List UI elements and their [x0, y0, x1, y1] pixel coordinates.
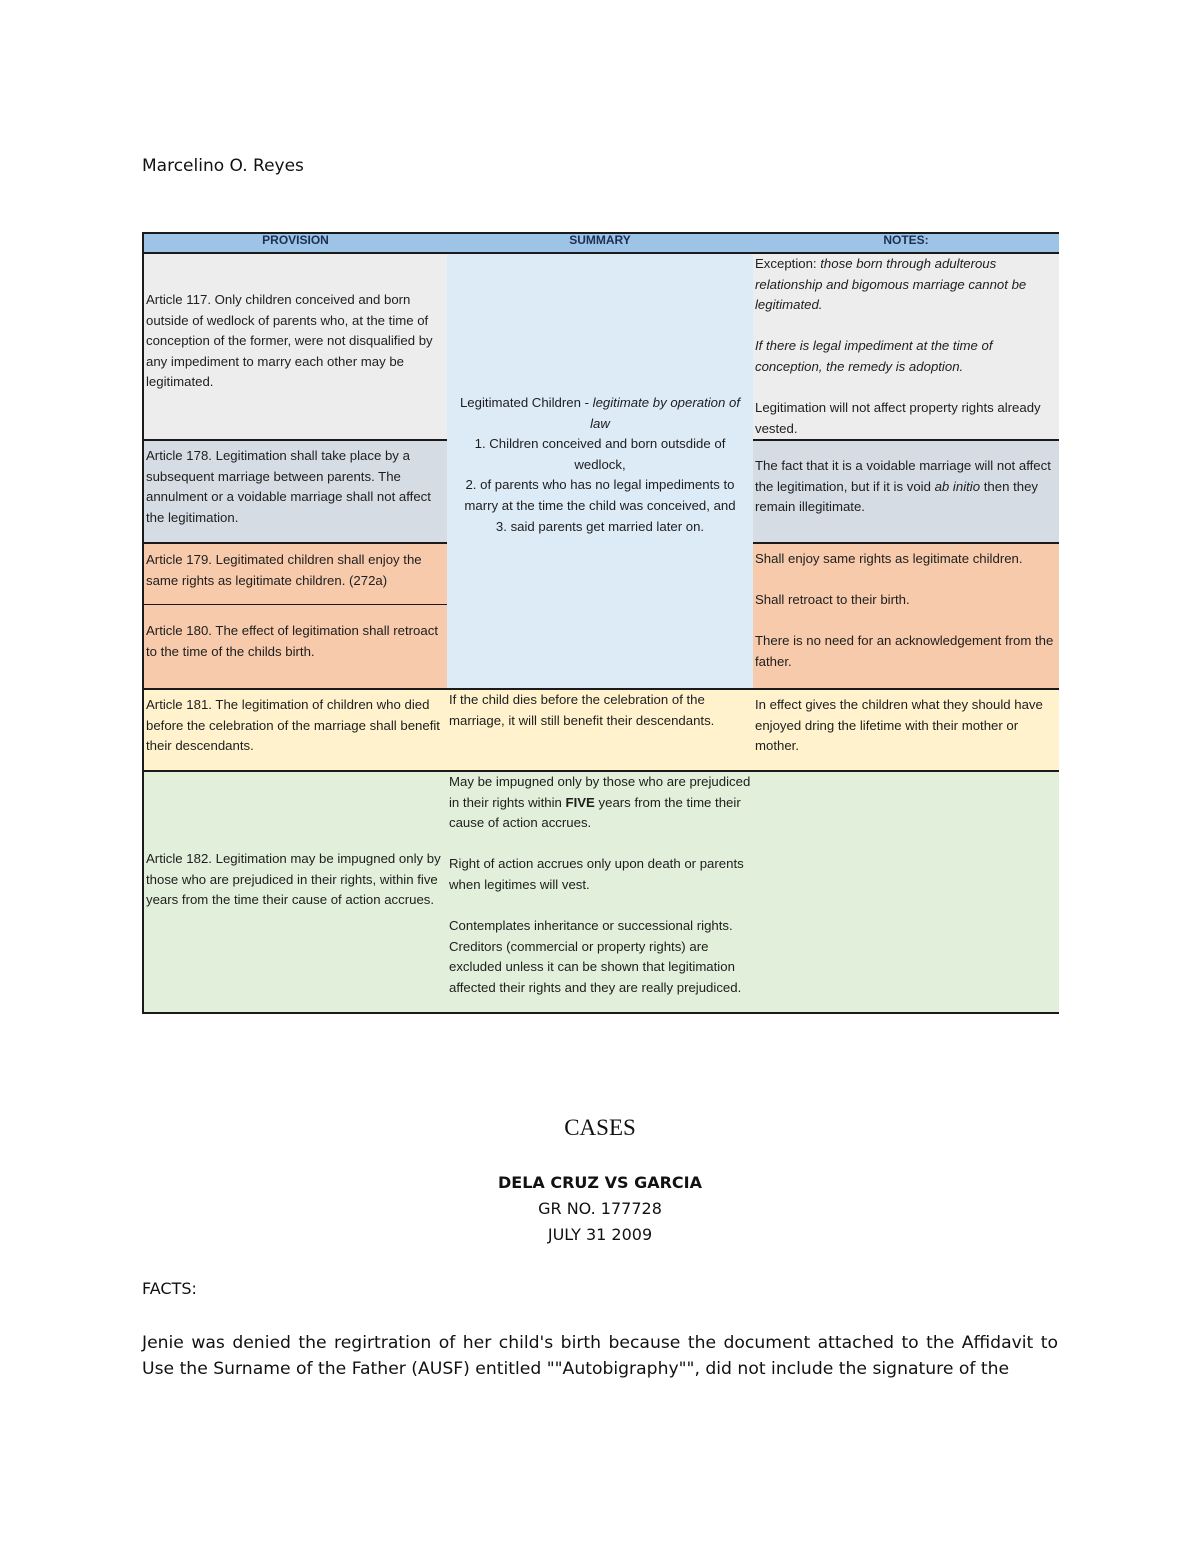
notes-rights: [753, 542, 1059, 688]
case-gr-number: GR NO. 177728: [538, 1199, 662, 1218]
facts-text: Jenie was denied the regirtration of her child's birth because the document attached to the Affidavit to Use the Surname of the Father (AUSF) entitled ""Autobigraphy"", did not include the signature of the: [142, 1333, 1058, 1379]
summary-paragraph-1: [449, 772, 751, 834]
provision-text: Article 117. Only children conceived and born outside of wedlock of parents who, at the time of conception of the former, were not disqualified by any impediment to marry each other may be legitimated.: [146, 292, 433, 390]
notes-text: The fact that it is a voidable marriage will not affect the legitimation, but if it is void: [755, 458, 1051, 494]
summary-paragraph-3: Contemplates inheritance or successional rights. Creditors (commercial or property rights) are excluded unless it can be shown that legitimation affected their rights and they are really prejudiced.: [449, 918, 742, 995]
notes-same-rights: Shall enjoy same rights as legitimate children.: [755, 551, 1023, 566]
facts-label: FACTS:: [142, 1279, 197, 1298]
case-name: DELA CRUZ VS GARCIA: [498, 1173, 702, 1192]
summary-art181: [447, 688, 753, 770]
notes-voidable: [753, 439, 1059, 542]
notes-exception-paragraph: [755, 254, 1057, 316]
summary-art182: [447, 770, 753, 1012]
notes-text: those born through adulterous relationship and bigomous marriage cannot be legitimated.: [755, 256, 1027, 313]
notes-italic: ab initio: [934, 478, 981, 494]
provision-text: Article 181. The legitimation of children who died before the celebration of the marriage shall benefit their descendants.: [146, 697, 440, 754]
provision-text: Article 178. Legitimation shall take place by a subsequent marriage between parents. The annulment or a voidable marriage shall not affect the legitimation.: [146, 448, 431, 525]
legitimation-table: [142, 232, 1059, 1014]
header-notes: NOTES:: [753, 234, 1059, 254]
notes-empty: [753, 770, 1059, 1012]
notes-retroact: Shall retroact to their birth.: [755, 592, 910, 608]
provision-art179: [144, 542, 447, 604]
notes-exception: [753, 254, 1059, 439]
case-date: JULY 31 2009: [547, 1225, 653, 1244]
notes-effect: [753, 688, 1059, 770]
summary-bold: FIVE: [565, 794, 595, 810]
notes-impediment: If there is legal impediment at the time of conception, the remedy is adoption.: [755, 338, 993, 374]
summary-item-3: 3. said parents get married later on.: [495, 518, 705, 534]
provision-art181: [144, 688, 447, 770]
summary-label: Legitimated Children -: [459, 395, 589, 410]
provision-art117: [144, 254, 447, 439]
provision-art178: [144, 439, 447, 542]
notes-property: Legitimation will not affect property rights already vested.: [755, 400, 1041, 436]
summary-text: May be impugned only by those who are prejudiced in their rights within: [449, 774, 751, 810]
summary-item-1: 1. Children conceived and born outsdide of wedlock,: [474, 436, 726, 472]
provision-art182: [144, 770, 447, 1012]
summary-legitimated-children: [447, 254, 753, 688]
summary-heading: [453, 393, 747, 434]
provision-text: Article 179. Legitimated children shall enjoy the same rights as legitimate children. (272a): [146, 552, 422, 588]
notes-label: Exception:: [755, 256, 817, 271]
cases-title: CASES: [564, 1115, 636, 1140]
notes-text: then they remain illegitimate.: [755, 478, 1038, 515]
provision-text: Article 182. Legitimation may be impugned only by those who are prejudiced in their rights, within five years from the time their cause of action accrues.: [146, 851, 441, 908]
summary-item-2: 2. of parents who has no legal impediments to marry at the time the child was conceived, and: [464, 477, 736, 513]
summary-text: years from the time their cause of action accrues.: [449, 794, 741, 831]
notes-acknowledgement: There is no need for an acknowledgement from the father.: [755, 633, 1054, 669]
provision-text: Article 180. The effect of legitimation shall retroact to the time of the childs birth.: [146, 623, 438, 659]
summary-italic: legitimate by operation of law: [590, 395, 741, 431]
notes-text: In effect gives the children what they should have enjoyed dring the lifetime with their mother or mother.: [755, 697, 1043, 754]
author-name: Marcelino O. Reyes: [142, 156, 304, 176]
summary-paragraph-2: Right of action accrues only upon death or parents when legitimes will vest.: [449, 856, 744, 892]
summary-text: If the child dies before the celebration of the marriage, it will still benefit their descendants.: [449, 692, 715, 728]
header-provision: PROVISION: [144, 234, 447, 254]
header-summary: SUMMARY: [447, 234, 753, 254]
provision-art180: [144, 604, 447, 688]
